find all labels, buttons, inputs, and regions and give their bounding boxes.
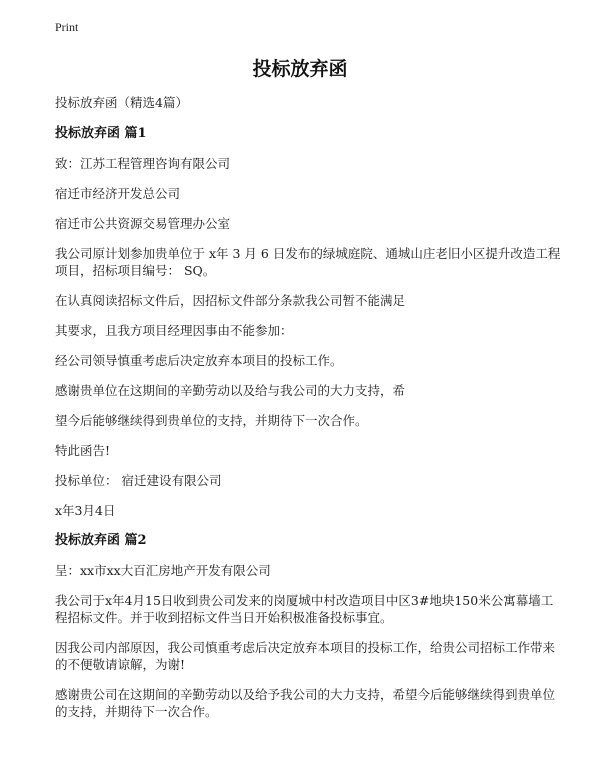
body-paragraph: 感谢贵单位在这期间的辛勤劳动以及给与我公司的大力支持，希 (55, 383, 406, 398)
document-subtitle: 投标放弃函（精选4篇） (55, 95, 188, 110)
closing-line: 特此函告! (55, 443, 111, 458)
document-title: 投标放弃函 (252, 58, 348, 80)
addressee-line: 呈：xx市xx大百汇房地产开发有限公司 (55, 563, 271, 578)
body-paragraph: 我公司于x年4月15日收到贵公司发来的岗厦城中村改造项目中区3#地块150米公寓幕墙工程招标文件。并于收到招标文件当日开始积极准备投标事宜。 (55, 593, 554, 625)
body-paragraph: 在认真阅读招标文件后，因招标文件部分条款我公司暂不能满足 (55, 293, 406, 308)
section-heading-1: 投标放弃函 篇1 (55, 126, 147, 141)
print-label[interactable]: Print (55, 20, 79, 34)
body-paragraph: 感谢贵公司在这期间的辛勤劳动以及给予我公司的大力支持，希望今后能够继续得到贵单位的支持，并期待下一次合作。 (55, 687, 556, 719)
document-body (55, 94, 565, 733)
body-paragraph: 望今后能够继续得到贵单位的支持，并期待下一次合作。 (55, 413, 368, 428)
body-paragraph: 其要求，且我方项目经理因事由不能参加： (55, 323, 293, 338)
addressee-line: 致：江苏工程管理咨询有限公司 (55, 156, 231, 171)
body-paragraph: 因我公司内部原因，我公司慎重考虑后决定放弃本项目的投标工作，给贵公司招标工作带来的不便敬请谅解，为谢! (55, 640, 556, 672)
section-heading-2: 投标放弃函 篇2 (55, 533, 147, 548)
signature-line: 投标单位： 宿迁建设有限公司 (55, 473, 222, 488)
date-line: x年3月4日 (55, 503, 116, 518)
body-paragraph: 经公司领导慎重考虑后决定放弃本项目的投标工作。 (55, 353, 343, 368)
body-paragraph: 我公司原计划参加贵单位于 x年 3 月 6 日发布的绿城庭院、通城山庄老旧小区提升改造工程项目，招标项目编号： SQ。 (55, 246, 561, 278)
recipient-line: 宿迁市经济开发总公司 (55, 186, 181, 201)
recipient-line: 宿迁市公共资源交易管理办公室 (55, 216, 231, 231)
